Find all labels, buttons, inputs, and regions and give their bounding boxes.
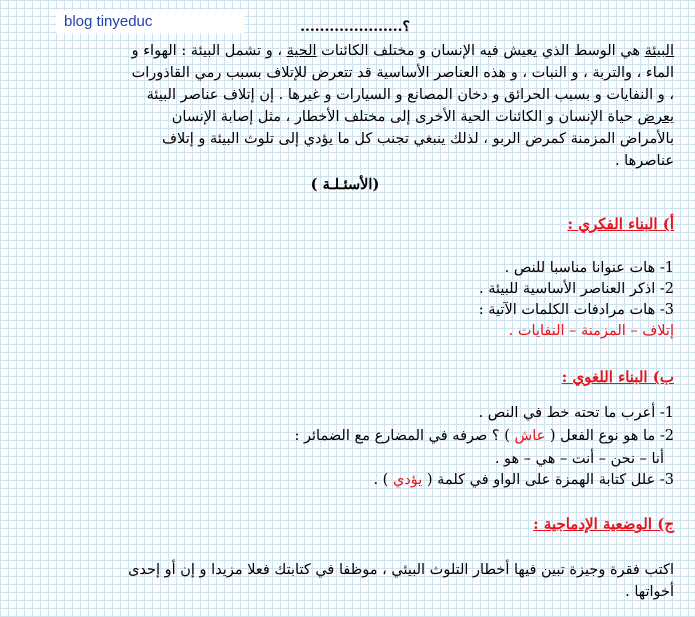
paragraph-line-4 <box>28 106 674 128</box>
paragraph-text: هي الوسط الذي يعيش فيه الإنسان و مختلف الكائنات <box>316 43 645 59</box>
paragraph-line-2: الماء ، والتربة ، و النبات ، و هذه العناصر الأساسية قد تتعرض للإتلاف بسبب رمي القاذورات <box>131 65 674 81</box>
text-paragraph <box>28 40 674 172</box>
paragraph-line-1 <box>28 40 674 62</box>
task-line-1: اكتب فقرة وجيزة تبين فيها أخطار التلوث البيئي ، موظفا في كتابتك فعلا مزيدا و إن أو إحدى <box>128 562 674 578</box>
paragraph-line-5: بالأمراض المزمنة كمرض الربو ، لذلك ينبغي تجنب كل ما يؤدي إلى تلوث البيئة و إتلاف <box>162 131 674 147</box>
section-c-heading: ج) الوضعية الإدماجية : <box>533 515 674 533</box>
question-a1: 1- هات عنوانا مناسبا للنص . <box>504 260 674 276</box>
question-text: ) . <box>373 472 393 488</box>
underlined-word-exposes: يعرض <box>637 109 674 125</box>
question-b3 <box>150 472 674 488</box>
question-text: 2- ما هو نوع الفعل ( <box>545 428 674 444</box>
question-a2: 2- اذكر العناصر الأساسية للبيئة . <box>478 281 674 297</box>
underlined-word-environment: البيئة <box>644 43 674 59</box>
paragraph-line-6: عناصرها . <box>614 153 674 169</box>
paragraph-text: ، و تشمل البيئة : الهواء و <box>131 43 287 59</box>
vocabulary-words: إتلاف – المزمنة – النفايات . <box>508 323 674 339</box>
pronouns-list: أنا – نحن – أنت – هي – هو . <box>494 451 664 467</box>
question-b1: 1- أعرب ما تحته خط في النص . <box>478 405 674 421</box>
section-b-heading: ب) البناء اللغوي : <box>561 368 674 386</box>
question-text: 3- علل كتابة الهمزة على الواو في كلمة ( <box>422 472 674 488</box>
question-a3: 3- هات مرادفات الكلمات الآتية : <box>478 302 674 318</box>
paragraph-line-3: ، و النفايات و بسبب الحرائق و دخان المصانع و السيارات و غيرها . إن إتلاف عناصر البيئة <box>146 87 674 103</box>
verb-highlight: عاش <box>514 428 546 444</box>
question-text: ) ؟ صرفه في المضارع مع الضمائر : <box>294 428 515 444</box>
text-title-placeholder: .....................؟ <box>300 19 410 35</box>
blog-watermark: blog tinyeduc <box>56 10 244 33</box>
underlined-word-living: الحية <box>286 43 317 59</box>
task-line-2: أخواتها . <box>625 584 674 600</box>
word-highlight: يؤدي <box>392 472 423 488</box>
paragraph-text: حياة الإنسان و الكائنات الحية الأخرى إلى مختلف الأخطار ، مثل إصابة الإنسان <box>171 109 638 125</box>
question-b2 <box>150 428 674 444</box>
section-a-heading: أ) البناء الفكري : <box>567 215 674 233</box>
questions-title: (الأسئـلـة ) <box>310 176 380 193</box>
